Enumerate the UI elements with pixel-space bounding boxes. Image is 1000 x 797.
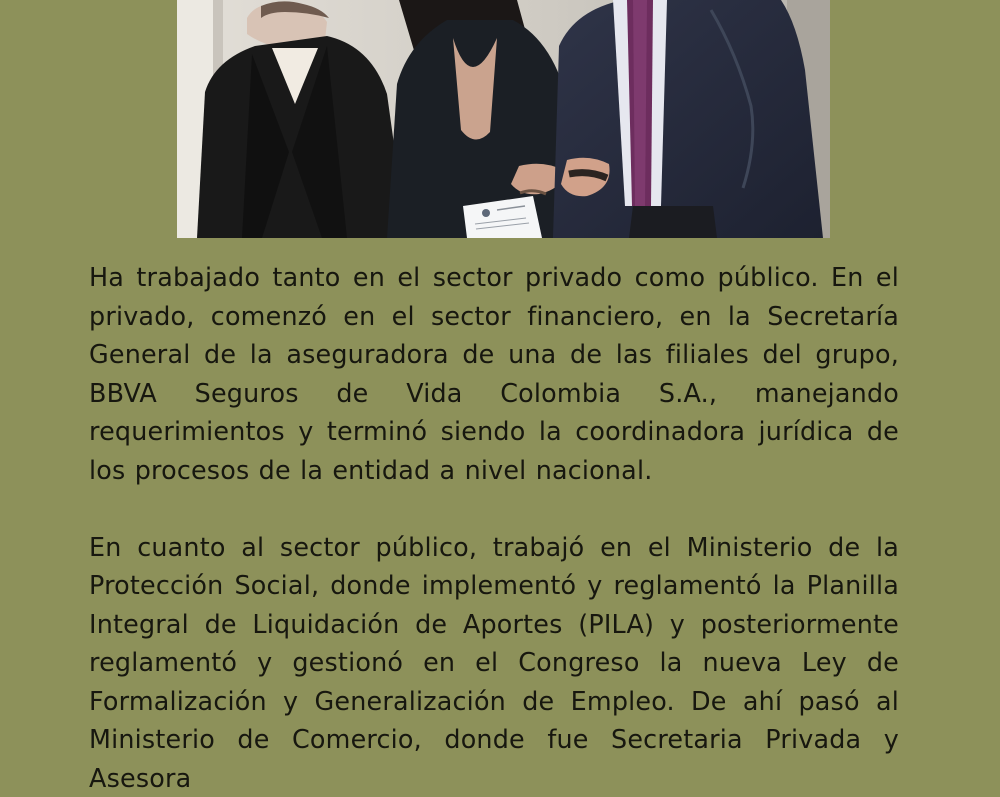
people-photo-illustration	[177, 0, 830, 238]
article-photo	[177, 0, 830, 238]
paragraph-private-sector: Ha trabajado tanto en el sector privado como público. En el privado, comenzó en el sector financiero, en la Secretaría General de la aseguradora de una de las filiales del grupo, BBVA Seguros de Vida Colombia S.A., manejando requerimientos y terminó siendo la coordinadora jurídica de los procesos de la entidad a nivel nacional.	[89, 258, 899, 489]
article-body	[89, 258, 899, 797]
right-person	[553, 0, 823, 238]
paragraph-public-sector: En cuanto al sector público, trabajó en el Ministerio de la Protección Social, donde implementó y reglamentó la Planilla Integral de Liquidación de Aportes (PILA) y posteriormente reglamentó y gestionó en el Congreso la nueva Ley de Formalización y Generalización de Empleo. De ahí pasó al Ministerio de Comercio, donde fue Secretaria Privada y Asesora	[89, 528, 899, 797]
